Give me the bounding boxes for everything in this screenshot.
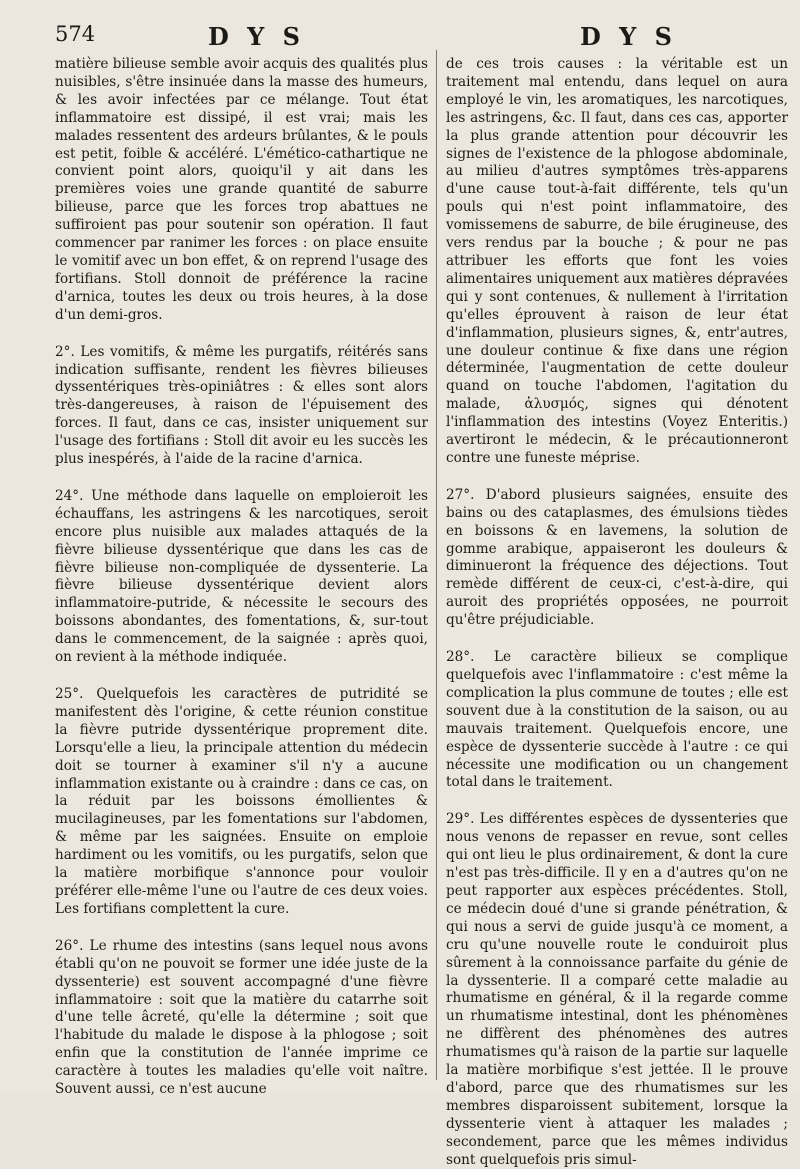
paragraph-29: 29°. Les différentes espèces de dyssenteries que nous venons de repasser en revue, sont celles qui ont lieu le plus ordinairement, & dont la cure n'est pas très-difficile. Il y en a d'autres qu'on ne peut rapporter aux espèces précédentes. Stoll, ce médecin doué d'une si grande pénétration, & qui nous a servi de guide jusqu'à ce moment, a cru qu'une nouvelle route le conduiroit plus sûrement à la connoissance parfaite du génie de la dyssenterie. Il a comparé cette maladie au rhumatisme en général, & il la regarde comme un rhumatisme intestinal, dont les phénomènes ne diffèrent des phénomènes des autres rhumatismes qu'à raison de la partie sur laquelle la matière morbifique s'est jettée. Il le prouve d'abord, parce que des rhumatismes sur les membres disparoissent subitement, lorsque la dyssenterie vient à attaquer les malades ; secondement, parce que les mêmes individus sont quelquefois pris simul- bbox=[446, 811, 788, 1168]
paragraph-27: 27°. D'abord plusieurs saignées, ensuite des bains ou des cataplasmes, des émulsions tièdes en boissons & en lavemens, la solution de gomme arabique, appaiseront les douleurs & diminueront la fréquence des déjections. Tout remède différent de ceux-ci, c'est-à-dire, qui auroit des propriétés opposées, ne pourroit qu'être préjudiciable. bbox=[446, 486, 788, 629]
page-number: 574 bbox=[55, 22, 96, 46]
left-column bbox=[55, 56, 428, 1099]
column-divider bbox=[436, 50, 437, 1080]
paragraph-continuation: matière bilieuse semble avoir acquis des qualités plus nuisibles, s'être insinuée dans la masse des humeurs, & les avoir infectées par ce mélange. Tout état inflammatoire est dissipé, il est vrai; mais les malades ressentent des ardeurs brûlantes, & le pouls est petit, foible & accéléré. L'émético-cathartique ne convient point alors, quoiqu'il y ait dans les premières voies une grande quantité de saburre bilieuse, parce que les forces trop abattues ne suffiroient pas pour soutenir son opération. Il faut commencer par ranimer les forces : on place ensuite le vomitif avec un bon effet, & on reprend l'usage des fortifians. Stoll donnoit de préférence la racine d'arnica, toutes les deux ou trois heures, à la dose d'un demi-gros. bbox=[55, 56, 428, 323]
paragraph-24: 24°. Une méthode dans laquelle on emploieroit les échauffans, les astringens & les narcotiques, seroit encore plus nuisible aux malades attaqués de la fièvre bilieuse dyssentérique que dans les cas de fièvre bilieuse non-compliquée de dyssenterie. La fièvre bilieuse dyssentérique devient alors inflammatoire-putride, & nécessite le secours des boissons abondantes, des fomentations, &, sur-tout dans le commencement, de la saignée : après quoi, on revient à la méthode indiquée. bbox=[55, 487, 428, 666]
paragraph-2: 2°. Les vomitifs, & même les purgatifs, réitérés sans indication suffisante, rendent les fièvres bilieuses dyssentériques très-opiniâtres : & elles sont alors très-dangereuses, à raison de l'épuisement des forces. Il faut, dans ce cas, insister uniquement sur l'usage des fortifians : Stoll dit avoir eu les succès les plus inespérés, à l'aide de la racine d'arnica. bbox=[55, 343, 428, 468]
right-column bbox=[446, 56, 788, 1169]
paragraph-25: 25°. Quelquefois les caractères de putridité se manifestent dès l'origine, & cette réunion constitue la fièvre putride dyssentérique proprement dite. Lorsqu'elle a lieu, la principale attention du médecin doit se tourner à examiner s'il n'y a aucune inflammation existante ou à craindre : dans ce cas, on la réduit par les boissons émollientes & mucilagineuses, par les fomentations sur l'abdomen, & même par les saignées. Ensuite on emploie hardiment ou les vomitifs, ou les purgatifs, selon que la matière morbifique s'annonce pour vouloir préférer elle-même l'une ou l'autre de ces deux voies. Les fortifians complettent la cure. bbox=[55, 686, 428, 917]
paragraph-28: 28°. Le caractère bilieux se complique quelquefois avec l'inflammatoire : c'est même la complication la plus commune de toutes ; elle est souvent due à la constitution de la saison, ou au mauvais traitement. Quelquefois encore, une espèce de dyssenterie succède à l'autre : ce qui nécessite une modification ou un changement total dans le traitement. bbox=[446, 649, 788, 791]
running-head-left: D Y S bbox=[208, 22, 305, 51]
page-header bbox=[0, 12, 800, 52]
running-head-right: D Y S bbox=[580, 22, 677, 51]
paragraph-26-continued: de ces trois causes : la véritable est un traitement mal entendu, dans lequel on aura employé le vin, les aromatiques, les narcotiques, les astringens, &c. Il faut, dans ces cas, apporter la plus grande attention pour découvrir les signes de l'existence de la phlogose abdominale, au milieu d'autres symptômes très-apparens d'une cause tout-à-fait différente, tels qu'un pouls qui n'est point inflammatoire, des vomissemens de saburre, de bile érugineuse, des vers rendus par la bouche ; & pour ne pas attribuer les efforts que font les voies alimentaires uniquement aux matières dépravées qui y sont contenues, & nullement à l'irritation qu'elles éprouvent à raison de leur état d'inflammation, plusieurs signes, &, entr'autres, une douleur continue & fixe dans une région déterminée, l'augmentation de cette douleur quand on touche l'abdomen, l'agitation du malade, ἀλυσμός, signes qui dénotent l'inflammation des intestins (Voyez Enteritis.) avertiront le médecin, & le précautionneront contre une funeste méprise. bbox=[446, 56, 788, 466]
paragraph-26: 26°. Le rhume des intestins (sans lequel nous avons établi qu'on ne pouvoit se former une idée juste de la dyssenterie) est souvent accompagné d'une fièvre inflammatoire : soit que la matière du catarrhe soit d'une telle âcreté, qu'elle la détermine ; soit que l'habitude du malade le dispose à la phlogose ; soit enfin que la constitution de l'année imprime ce caractère à toutes les maladies qu'elle voit naître. Souvent aussi, ce n'est aucune bbox=[55, 937, 428, 1098]
